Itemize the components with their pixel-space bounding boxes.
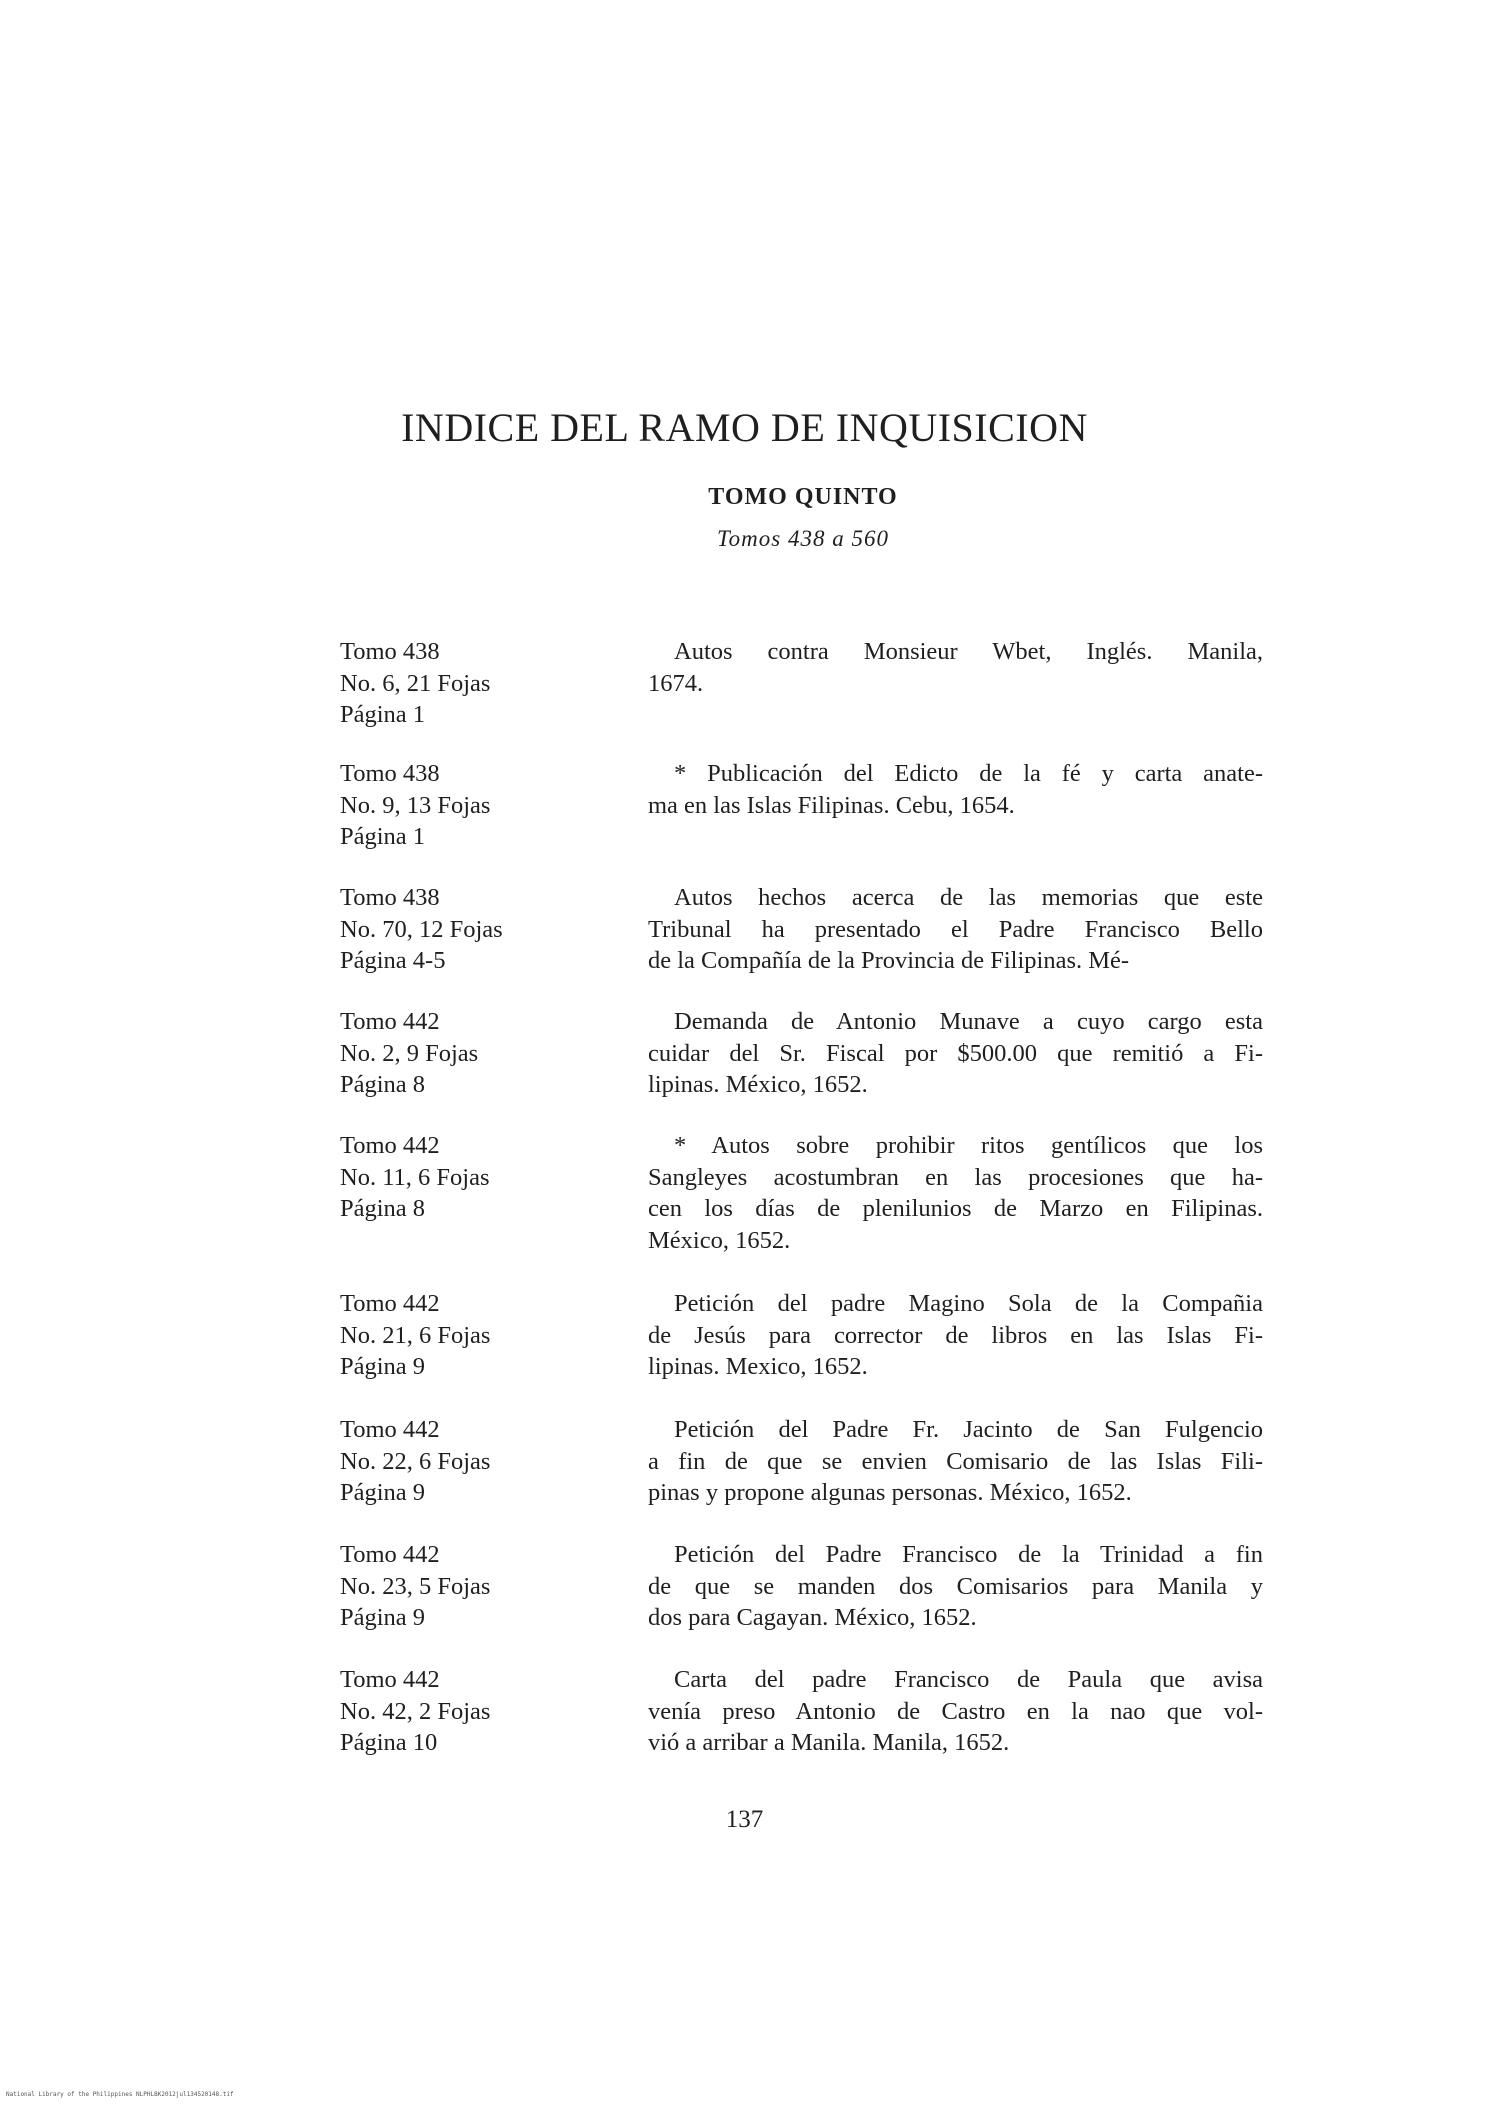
- entry-description: [648, 1664, 1263, 1759]
- entry-description-line: * Publicación del Edicto de la fé y carta anate-: [674, 760, 1263, 787]
- entry-description-line: cuidar del Sr. Fiscal por $500.00 que remitió a Fi-: [648, 1039, 1263, 1067]
- entry-no: No. 9, 13 Fojas: [340, 791, 491, 819]
- entry-reference: [340, 1006, 610, 1101]
- entry-description-line: lipinas. Mexico, 1652.: [648, 1353, 868, 1380]
- entry-description-line: ma en las Islas Filipinas. Cebu, 1654.: [648, 791, 1015, 819]
- entry-description-line: lipinas. México, 1652.: [648, 1071, 868, 1098]
- entry-description-line: Petición del Padre Fr. Jacinto de San Fulgencio: [674, 1416, 1263, 1443]
- entry-description-line: Autos contra Monsieur Wbet, Inglés. Manila,: [674, 638, 1263, 665]
- entry-description-line: México, 1652.: [648, 1226, 791, 1254]
- entry-no: No. 2, 9 Fojas: [340, 1039, 479, 1067]
- entry-no: No. 42, 2 Fojas: [340, 1697, 491, 1725]
- volume-subtitle: TOMO QUINTO: [708, 484, 898, 510]
- entry-description-line: Sangleyes acostumbran en las procesiones que ha-: [648, 1163, 1263, 1191]
- entry-tomo: Tomo 442: [340, 1541, 440, 1568]
- entry-description-line: cen los días de plenilunios de Marzo en Filipinas.: [648, 1195, 1263, 1222]
- entry-description: [648, 882, 1263, 977]
- entry-reference: [340, 636, 610, 731]
- entry-description-line: de que se manden dos Comisarios para Manila y: [648, 1572, 1263, 1600]
- entry-no: No. 22, 6 Fojas: [340, 1447, 491, 1475]
- entry-pagina: Página 9: [340, 1353, 426, 1380]
- entry-tomo: Tomo 442: [340, 1416, 440, 1443]
- entry-pagina: Página 9: [340, 1479, 426, 1506]
- page-title: INDICE DEL RAMO DE INQUISICION: [401, 405, 1088, 450]
- entry-no: No. 21, 6 Fojas: [340, 1321, 491, 1349]
- entry-pagina: Página 1: [340, 701, 426, 728]
- entry-tomo: Tomo 442: [340, 1290, 440, 1317]
- entry-description-line: Petición del Padre Francisco de la Trinidad a fin: [674, 1541, 1263, 1568]
- entry-description-line: 1674.: [648, 669, 704, 697]
- entry-description-line: Petición del padre Magino Sola de la Compañia: [674, 1290, 1263, 1317]
- entry-no: No. 11, 6 Fojas: [340, 1163, 490, 1191]
- entry-description-line: venía preso Antonio de Castro en la nao que vol-: [648, 1697, 1263, 1725]
- entry-no: No. 23, 5 Fojas: [340, 1572, 491, 1600]
- entry-description-line: pinas y propone algunas personas. México, 1652.: [648, 1479, 1132, 1506]
- entry-tomo: Tomo 442: [340, 1132, 440, 1159]
- entry-description: [648, 1006, 1263, 1101]
- entry-description: [648, 1414, 1263, 1509]
- entry-description-line: de la Compañía de la Provincia de Filipinas. Mé-: [648, 947, 1130, 974]
- entry-reference: [340, 758, 610, 853]
- entry-description: [648, 636, 1263, 699]
- entry-reference: [340, 1539, 610, 1634]
- page-number: 137: [725, 1806, 764, 1833]
- entry-reference: [340, 1664, 610, 1759]
- entry-description: [648, 1539, 1263, 1634]
- entry-pagina: Página 10: [340, 1729, 438, 1756]
- entry-no: No. 70, 12 Fojas: [340, 915, 503, 943]
- volume-range: Tomos 438 a 560: [717, 526, 889, 551]
- entry-description: [648, 1288, 1263, 1383]
- entry-tomo: Tomo 442: [340, 1008, 440, 1035]
- entry-description-line: de Jesús para corrector de libros en las Islas Fi-: [648, 1321, 1263, 1349]
- entry-tomo: Tomo 442: [340, 1666, 440, 1693]
- entry-description-line: Autos hechos acerca de las memorias que este: [674, 884, 1263, 911]
- entry-reference: [340, 1130, 610, 1225]
- entry-description-line: dos para Cagayan. México, 1652.: [648, 1604, 977, 1631]
- entry-pagina: Página 8: [340, 1195, 426, 1222]
- entry-description-line: Carta del padre Francisco de Paula que avisa: [674, 1666, 1263, 1693]
- entry-description-line: a fin de que se envien Comisario de las Islas Fili-: [648, 1447, 1263, 1475]
- entry-description-line: Tribunal ha presentado el Padre Francisco Bello: [648, 915, 1263, 943]
- entry-reference: [340, 1288, 610, 1383]
- entry-tomo: Tomo 438: [340, 884, 440, 911]
- entry-description: [648, 1130, 1263, 1256]
- entry-description-line: vió a arribar a Manila. Manila, 1652.: [648, 1729, 1010, 1756]
- entry-description: [648, 758, 1263, 821]
- entry-description-line: * Autos sobre prohibir ritos gentílicos que los: [674, 1132, 1263, 1159]
- entry-pagina: Página 1: [340, 823, 426, 850]
- entry-pagina: Página 9: [340, 1604, 426, 1631]
- entry-tomo: Tomo 438: [340, 760, 440, 787]
- entry-no: No. 6, 21 Fojas: [340, 669, 491, 697]
- entry-reference: [340, 882, 610, 977]
- scan-footer: National Library of the Philippines NLPHLBK2012jul134520148.tif: [6, 2091, 234, 2098]
- entry-pagina: Página 8: [340, 1071, 426, 1098]
- entry-pagina: Página 4-5: [340, 947, 446, 974]
- entry-description-line: Demanda de Antonio Munave a cuyo cargo esta: [674, 1008, 1263, 1035]
- entry-reference: [340, 1414, 610, 1509]
- entry-tomo: Tomo 438: [340, 638, 440, 665]
